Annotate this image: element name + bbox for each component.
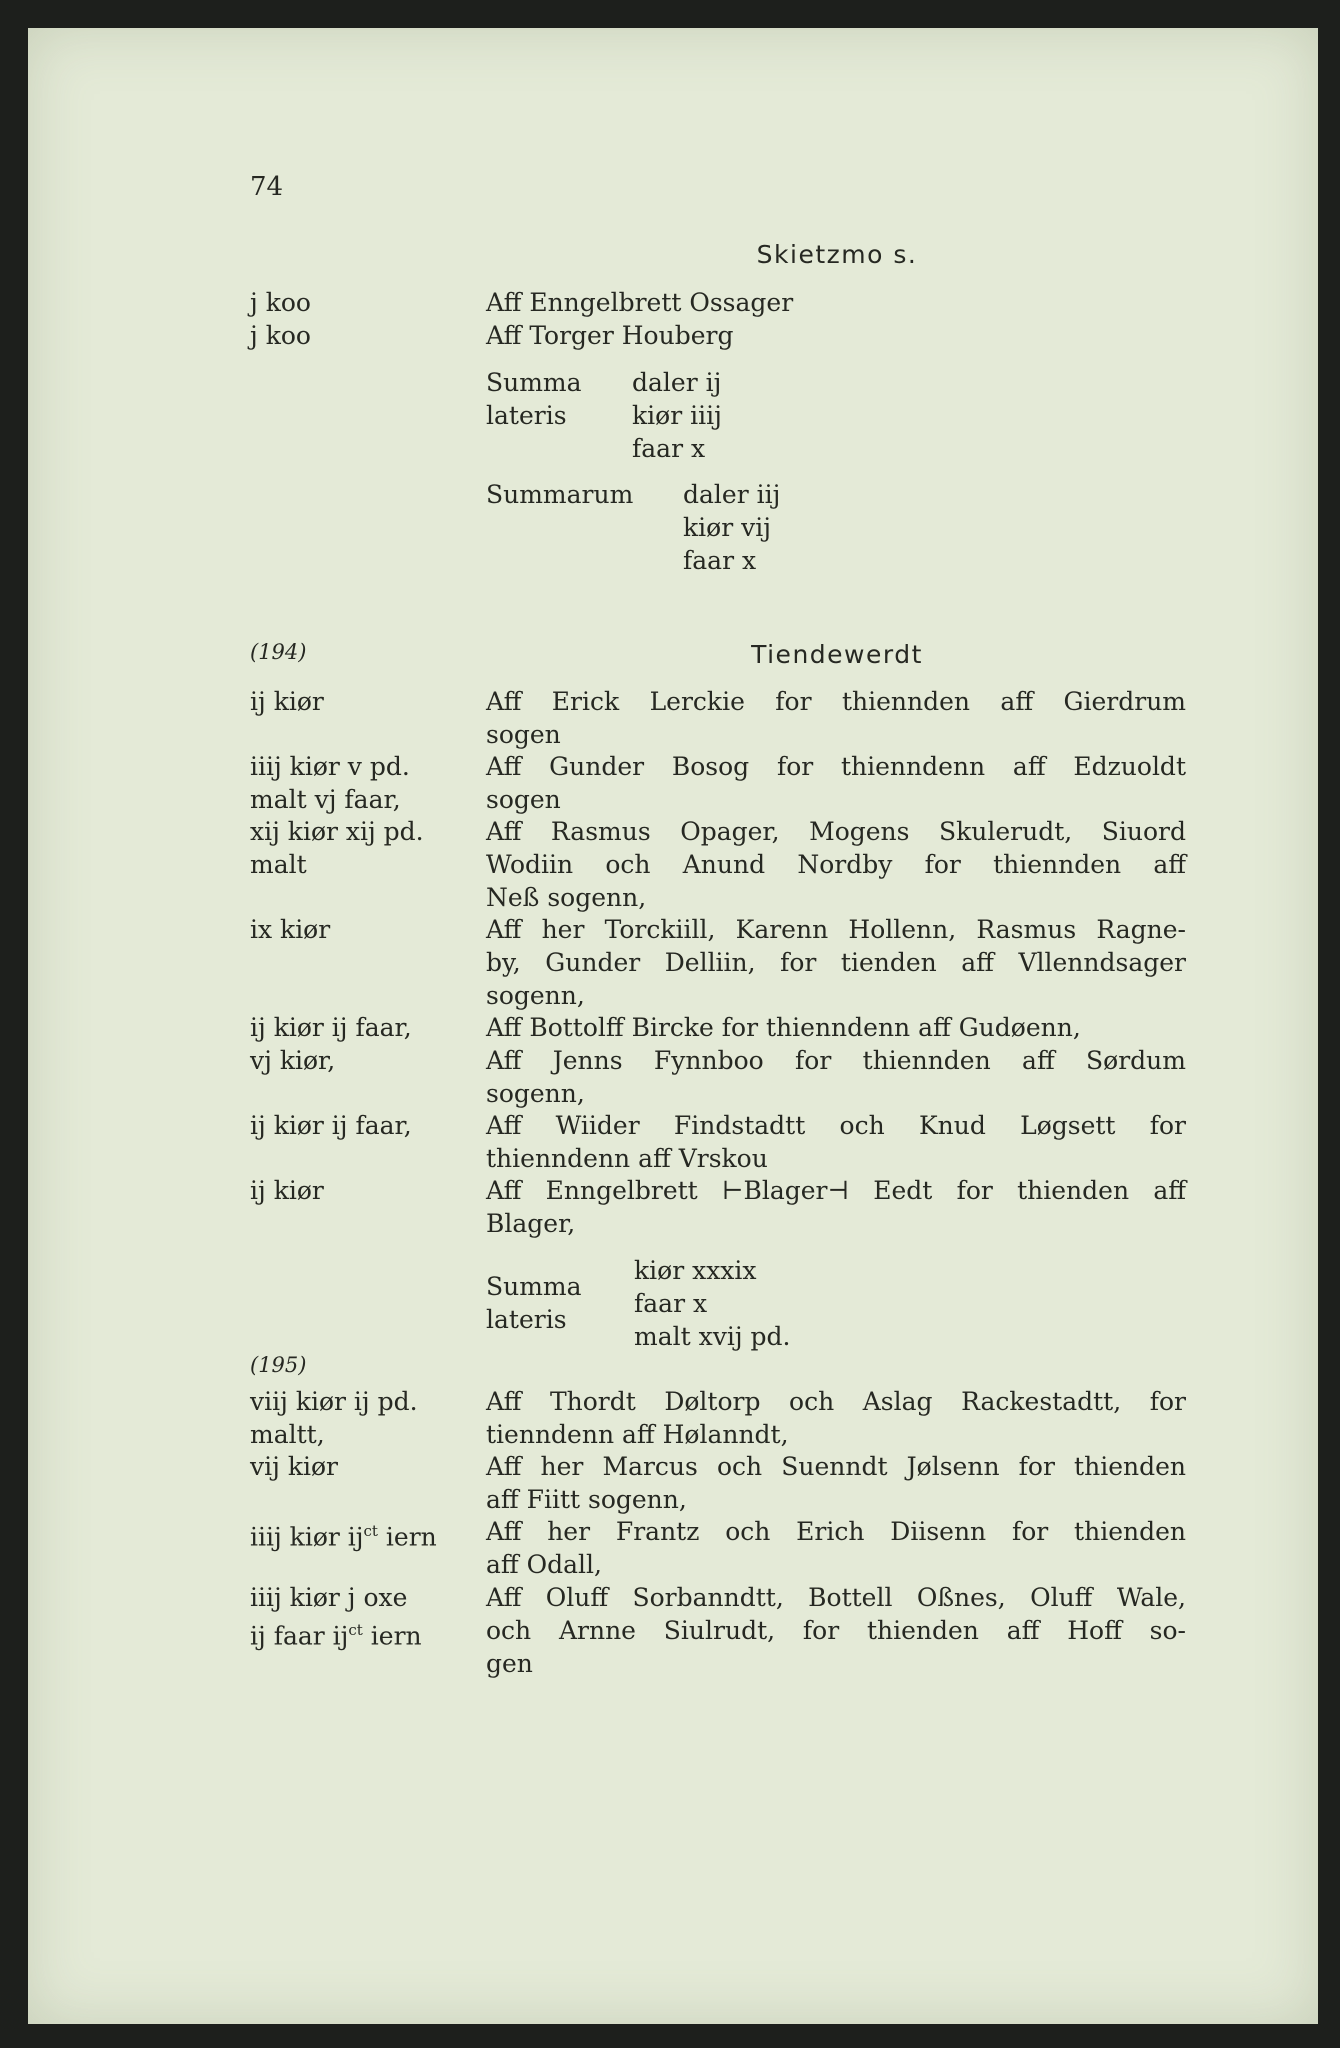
section-heading-tiendewerdt: Tiendewerdt <box>751 640 923 669</box>
summarum-value: kiør vij <box>683 513 771 542</box>
summa-label: Summa <box>486 1272 582 1301</box>
summarum-label: Summarum <box>486 480 634 509</box>
entry-text: Aff Jenns Fynnboo for thiennden aff Sørdum sogenn, <box>486 1045 1186 1108</box>
entry-label: ij kiør <box>250 687 324 716</box>
entry-text: Aff Gunder Bosog for thienndenn aff Edzuoldt sogen <box>486 752 1186 815</box>
entry-text: Aff Bottolff Bircke for thienndenn aff Gudøenn, <box>486 1013 1081 1042</box>
entry-text: Aff her Marcus och Suenndt Jølsenn for thienden aff Fiitt sogenn, <box>486 1452 1186 1515</box>
summa-value: faar x <box>634 1289 708 1318</box>
entry-text: Aff her Frantz och Erich Diisenn for thienden aff Odall, <box>486 1517 1186 1580</box>
entry-text: Aff Enngelbrett Ossager <box>486 288 794 317</box>
entry-label: iiij kiør v pd. malt vj faar, <box>250 752 410 815</box>
entry-label: vij kiør <box>250 1452 338 1482</box>
entry-text: Aff Torger Houberg <box>486 321 734 350</box>
entry-label: j koo <box>250 321 311 350</box>
entry-text: Aff Thordt Døltorp och Aslag Rackestadtt, for tienndenn aff Hølanndt, <box>486 1387 1186 1449</box>
entry-label: vj kiør, <box>250 1045 336 1075</box>
entry-label: ix kiør <box>250 915 331 945</box>
entry-text: Aff Wiider Findstadtt och Knud Løgsett for thienndenn aff Vrskou <box>486 1110 1186 1173</box>
entry-label: viij kiør ij pd. maltt, <box>250 1387 418 1449</box>
entry-label: xij kiør xij pd. malt <box>250 817 424 880</box>
entry-label: j koo <box>250 288 311 317</box>
summa-value: kiør iiij <box>632 401 722 430</box>
summarum-value: daler iij <box>683 480 781 509</box>
summa-label: Summa <box>486 368 582 397</box>
entry-text: Aff Oluff Sorbanndtt, Bottell Oßnes, Oluff Wale, och Arnne Siulrudt, for thienden aff Hoff so- gen <box>486 1582 1186 1678</box>
summa-value: daler ij <box>632 368 722 397</box>
entry-label: iiij kiør j oxe ij faar $ij^{ct}$ iern <box>250 1582 422 1650</box>
entry-text: Aff Erick Lerckie for thiennden aff Gierdrum sogen <box>486 687 1186 749</box>
entry-label: ij kiør ij faar, <box>250 1110 412 1140</box>
section-heading-skietzmo: Skietzmo s. <box>756 240 918 269</box>
folio-note: (195) <box>250 1353 307 1377</box>
page-number: 74 <box>250 172 284 202</box>
entry-text: Aff her Torckiill, Karenn Hollenn, Rasmus Ragne- by, Gunder Delliin, for tienden aff Vllenndsager sogenn, <box>486 915 1186 1011</box>
entry-label: ij kiør ij faar, <box>250 1013 412 1042</box>
entry-label: iiij kiør $ij^{ct}$ iern <box>250 1522 437 1552</box>
summa-value: kiør xxxix <box>634 1256 757 1285</box>
lateris-label: lateris <box>486 401 567 430</box>
summa-value: faar x <box>632 434 706 463</box>
lateris-label: lateris <box>486 1305 567 1334</box>
summarum-value: faar x <box>683 546 757 575</box>
folio-note: (194) <box>250 640 307 664</box>
entry-text: Aff Rasmus Opager, Mogens Skulerudt, Siuord Wodiin och Anund Nordby for thiennden aff Neß sogenn, <box>486 817 1186 913</box>
entry-text: Aff Enngelbrett ⊢Blager⊣ Eedt for thienden aff Blager, <box>486 1176 1186 1238</box>
summa-value: malt xvij pd. <box>634 1322 791 1351</box>
entry-label: ij kiør <box>250 1176 324 1205</box>
